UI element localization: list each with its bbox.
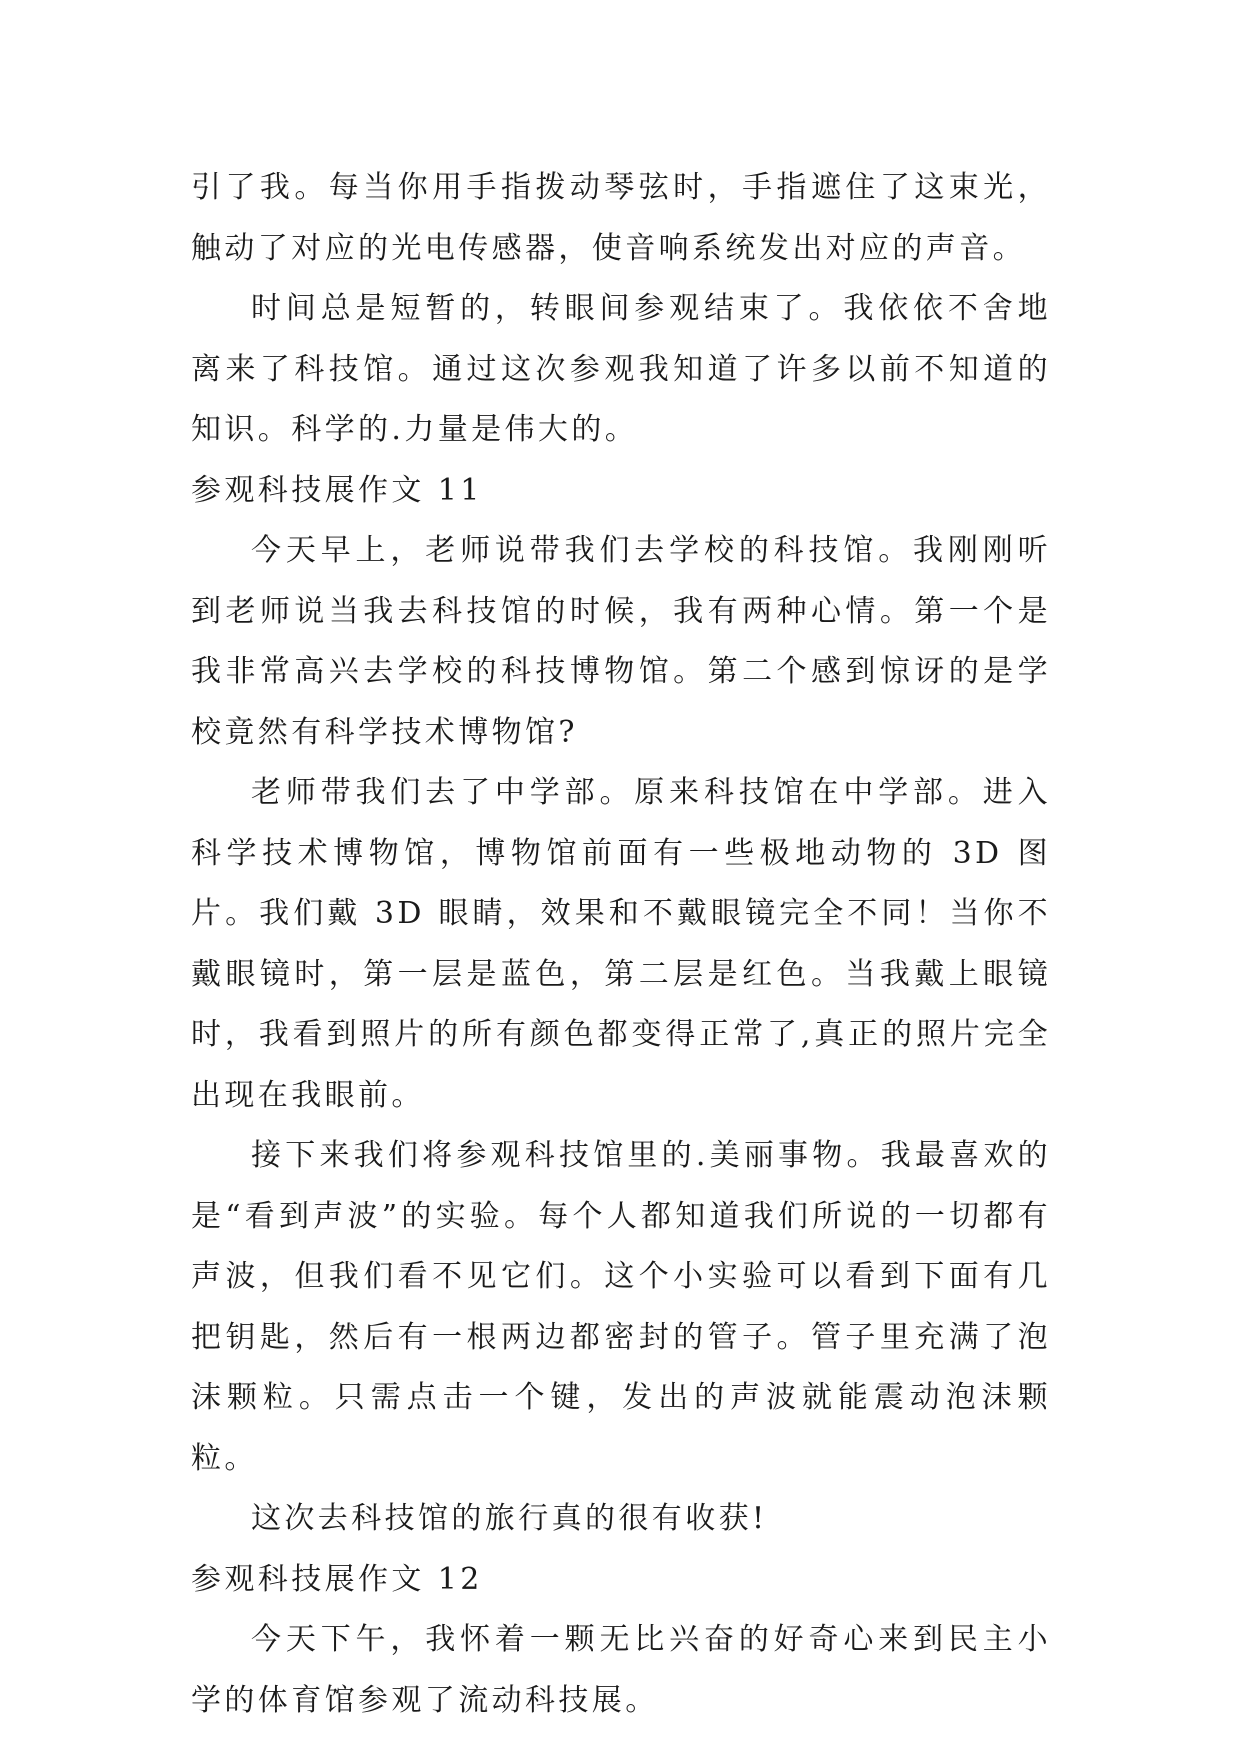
paragraph: 今天早上，老师说带我们去学校的科技馆。我刚刚听到老师说当我去科技馆的时候，我有两种心情。第一个是我非常高兴去学校的科技博物馆。第二个感到惊讶的是学校竟然有科学技术博物馆? xyxy=(191,533,1051,750)
paragraph: 今天下午，我怀着一颗无比兴奋的好奇心来到民主小学的体育馆参观了流动科技展。 xyxy=(191,1622,1051,1718)
paragraph: 时间总是短暂的，转眼间参观结束了。我依依不舍地离来了科技馆。通过这次参观我知道了许多以前不知道的知识。科学的.力量是伟大的。 xyxy=(191,291,1051,447)
paragraph: 这次去科技馆的旅行真的很有收获! xyxy=(251,1501,768,1536)
essay-heading: 参观科技展作文 12 xyxy=(191,1561,483,1597)
document-body xyxy=(191,158,1051,1731)
paragraph: 接下来我们将参观科技馆里的.美丽事物。我最喜欢的是“看到声波”的实验。每个人都知道我们所说的一切都有声波，但我们看不见它们。这个小实验可以看到下面有几把钥匙，然后有一根两边都密封的管子。管子里充满了泡沫颗粒。只需点击一个键，发出的声波就能震动泡沫颗粒。 xyxy=(191,1138,1051,1476)
paragraph-continuation: 引了我。每当你用手指拨动琴弦时，手指遮住了这束光，触动了对应的光电传感器，使音响系统发出对应的声音。 xyxy=(191,170,1051,266)
paragraph: 老师带我们去了中学部。原来科技馆在中学部。进入科学技术博物馆，博物馆前面有一些极地动物的 3D 图片。我们戴 3D 眼睛，效果和不戴眼镜完全不同！当你不戴眼镜时，第一层是蓝色，第二层是红色。当我戴上眼镜时，我看到照片的所有颜色都变得正常了,真正的照片完全出现在我眼前。 xyxy=(191,775,1051,1113)
essay-heading: 参观科技展作文 11 xyxy=(191,472,483,508)
